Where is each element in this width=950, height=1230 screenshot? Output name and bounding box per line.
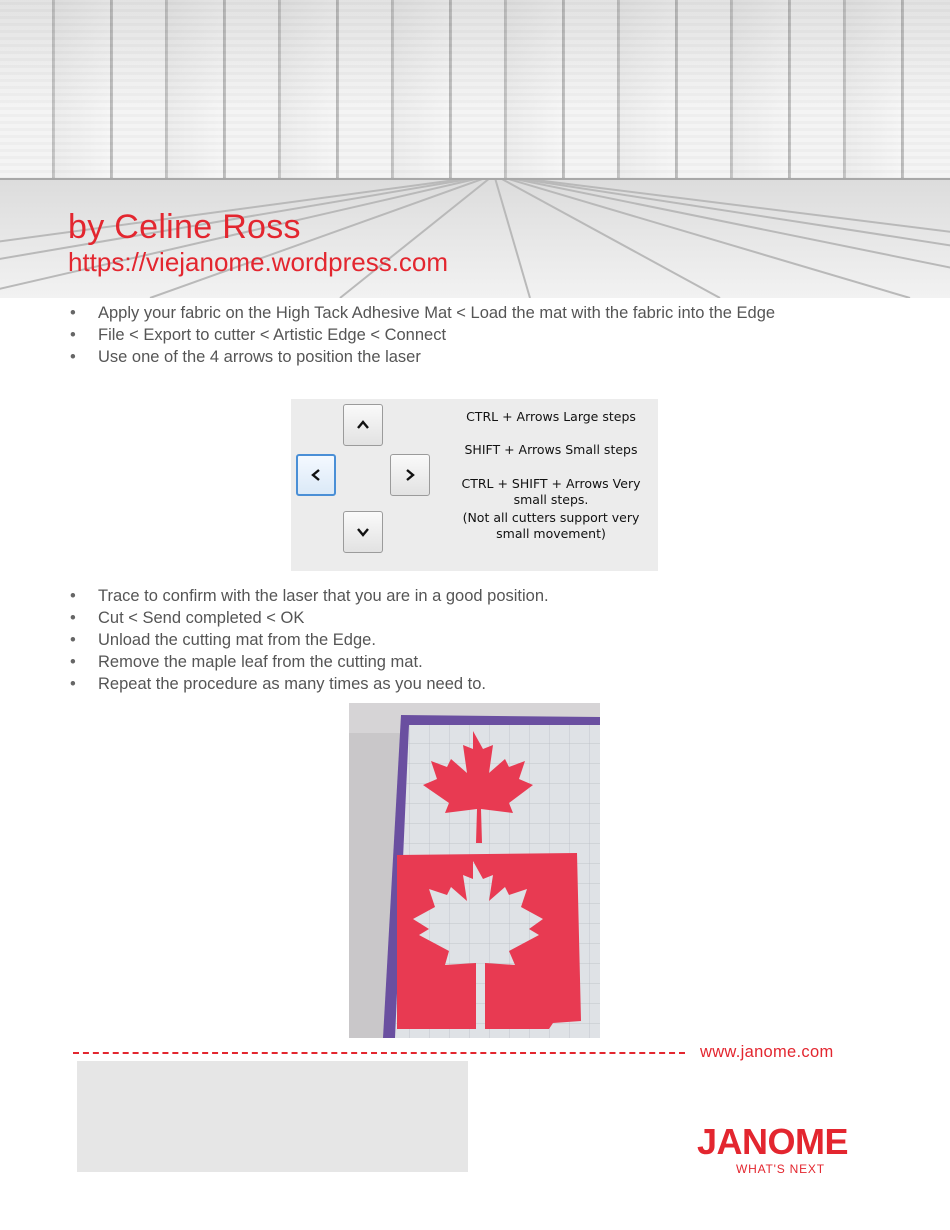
hint-note: (Not all cutters support very small movement) [462,510,640,541]
chevron-up-icon [355,417,371,433]
chevron-right-icon [402,467,418,483]
list-item: • Trace to confirm with the laser that you are in a good position. [68,585,858,607]
list-item: • Remove the maple leaf from the cutting mat. [68,651,858,673]
chevron-down-icon [355,524,371,540]
janome-website-link[interactable]: www.janome.com [700,1043,834,1061]
arrow-left-button[interactable] [296,454,336,496]
list-item: • Use one of the 4 arrows to position the laser [68,346,858,368]
list-item: • Unload the cutting mat from the Edge. [68,629,858,651]
blog-url[interactable]: https://viejanome.wordpress.com [68,247,449,277]
list-item: • Cut < Send completed < OK [68,607,858,629]
steps-list-before [68,302,858,368]
footer-dashed-divider [73,1052,685,1054]
janome-logo: JANOME [697,1121,849,1162]
arrow-down-button[interactable] [343,511,383,553]
chevron-left-icon [308,467,324,483]
footer-placeholder-box [77,1061,468,1172]
hint-large-steps: CTRL + Arrows Large steps [466,409,636,424]
list-item: • Apply your fabric on the High Tack Adhesive Mat < Load the mat with the fabric into the Edge [68,302,858,324]
janome-tagline: WHAT'S NEXT [736,1162,825,1176]
wood-wall-background [0,0,950,180]
arrow-up-button[interactable] [343,404,383,446]
list-item: • File < Export to cutter < Artistic Edge < Connect [68,324,858,346]
cutting-mat-photo [349,703,600,1038]
laser-position-panel [291,399,658,571]
header-banner [0,0,950,298]
hint-small-steps: SHIFT + Arrows Small steps [464,442,638,457]
list-item: • Repeat the procedure as many times as you need to. [68,673,858,695]
steps-list-after [68,585,858,695]
arrow-right-button[interactable] [390,454,430,496]
author-title: by Celine Ross [68,208,301,246]
hint-very-small-steps: CTRL + SHIFT + Arrows Very small steps. [461,476,641,507]
